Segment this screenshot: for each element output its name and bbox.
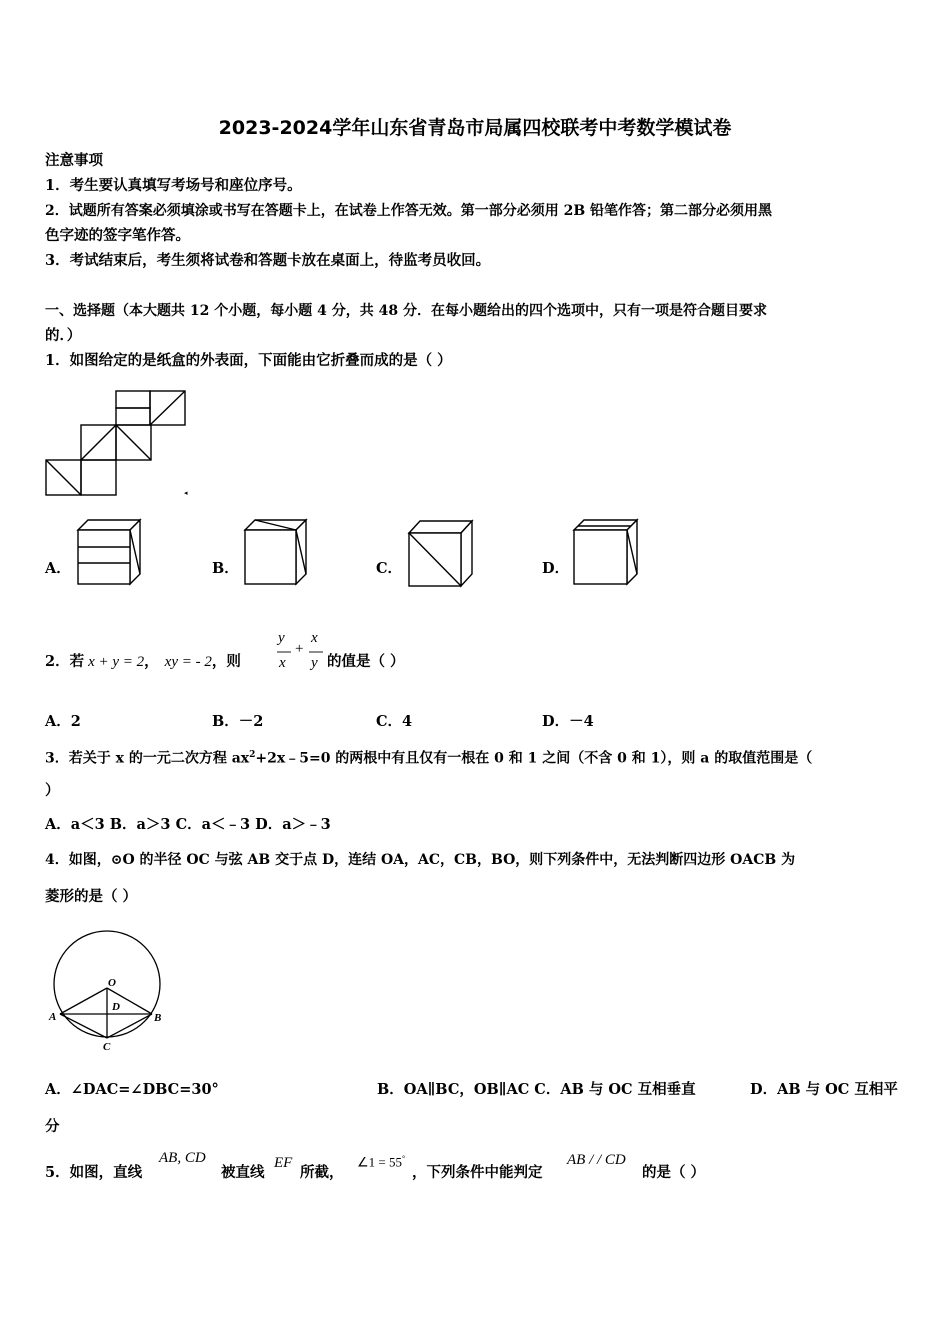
q1-option-b: B． [212,560,239,577]
q5-degree: ° [402,1154,406,1163]
q5-line-ef: EF [274,1155,293,1171]
q2-condition-1: x + y = 2 [88,654,145,670]
q2-option-c: C．4 [376,713,413,730]
q2-frac1-den: x [279,655,286,671]
q1-option-a: A． [45,560,71,577]
q2-frac1-num: y [278,630,285,646]
label-a: A [49,1011,57,1023]
q4-option-bc: B．OA∥BC，OB∥AC C．AB 与 OC 互相垂直 [377,1081,696,1098]
q2-option-a: A．2 [45,713,81,730]
question-4-stem-cont: 菱形的是（ ） [45,888,138,905]
q5-angle [357,1154,405,1170]
q5-parallel: AB / / CD [567,1152,626,1168]
q2-separator: ， [144,653,159,670]
question-4-stem: 4．如图，⊙O 的半径 OC 与弦 AB 交于点 D，连结 OA，AC，CB，BO，则下列条件中，无法判断四边形 OACB 为 [45,852,796,868]
q5-cut: 所截， [300,1164,344,1181]
notice-item-2-cont: 色字迹的签字笔作答。 [45,227,190,244]
question-1-stem: 1．如图给定的是纸盒的外表面，下面能由它折叠而成的是（ ） [45,352,452,369]
q2-suffix: 的值是（ ） [327,653,405,670]
q3-exponent: 2 [249,750,256,760]
segment-cb [107,1014,152,1038]
q4-option-a: A．∠DAC=∠DBC=30° [45,1081,219,1098]
notice-item-1: 1．考生要认真填写考场号和座位序号。 [45,177,302,194]
q2-then: ，则 [211,653,241,670]
q1-option-d: D． [542,560,570,577]
q3-stem-cont: ） [45,782,60,799]
q5-mid: 被直线 [221,1164,265,1181]
segment-oa [60,988,107,1014]
q2-option-d: D．－4 [542,713,594,730]
page-title: 2023-2024学年山东省青岛市局属四校联考中考数学模试卷 [218,117,732,139]
segment-ac [60,1014,107,1038]
q5-suffix: 的是（ ） [642,1164,706,1181]
section-1-heading-cont: 的．） [45,327,82,344]
notice-item-3: 3．考试结束后，考生须将试卷和答题卡放在桌面上，待监考员收回。 [45,252,491,269]
q3-stem-part-2: +2x﹣5=0 的两根中有且仅有一根在 0 和 1 之间（不含 0 和 1），则 a 的取值范围是（ [255,750,813,767]
q3-options: A．a＜3 B．a＞3 C．a＜﹣3 D．a＞﹣3 [45,816,331,833]
label-d: D [112,1001,120,1013]
q4-option-d-cont: 分 [45,1118,60,1135]
q5-condition: ，下列条件中能判定 [412,1164,543,1181]
q2-prefix: 2．若 [45,653,85,670]
q2-option-b: B．－2 [212,713,264,730]
q4-option-d: D．AB 与 OC 互相平 [750,1081,898,1098]
question-5-prefix: 5．如图，直线 [45,1164,143,1181]
label-b: B [154,1012,162,1024]
notice-item-2: 2．试题所有答案必须填涂或书写在答题卡上，在试卷上作答无效。第一部分必须用 2B 铅笔作答；第二部分必须用黑 [45,203,773,219]
q5-angle-value: ∠1 = 55 [357,1154,402,1170]
section-1-heading: 一、选择题（本大题共 12 个小题，每小题 4 分，共 48 分．在每小题给出的四个选项中，只有一项是符合题目要求 [45,303,767,319]
q2-condition-2: xy = - 2 [164,654,212,670]
q2-frac2-den: y [311,655,318,671]
q2-plus: + [295,641,304,657]
q3-stem-part-1: 3．若关于 x 的一元二次方程 ax [45,750,250,767]
label-c: C [103,1041,111,1053]
label-o: O [108,977,116,989]
svg-text:◂: ◂ [184,489,188,497]
notice-heading: 注意事项 [45,152,103,169]
q1-option-c: C． [376,560,403,577]
q5-lines-ab-cd: AB, CD [159,1150,206,1166]
q2-frac2-num: x [311,630,318,646]
